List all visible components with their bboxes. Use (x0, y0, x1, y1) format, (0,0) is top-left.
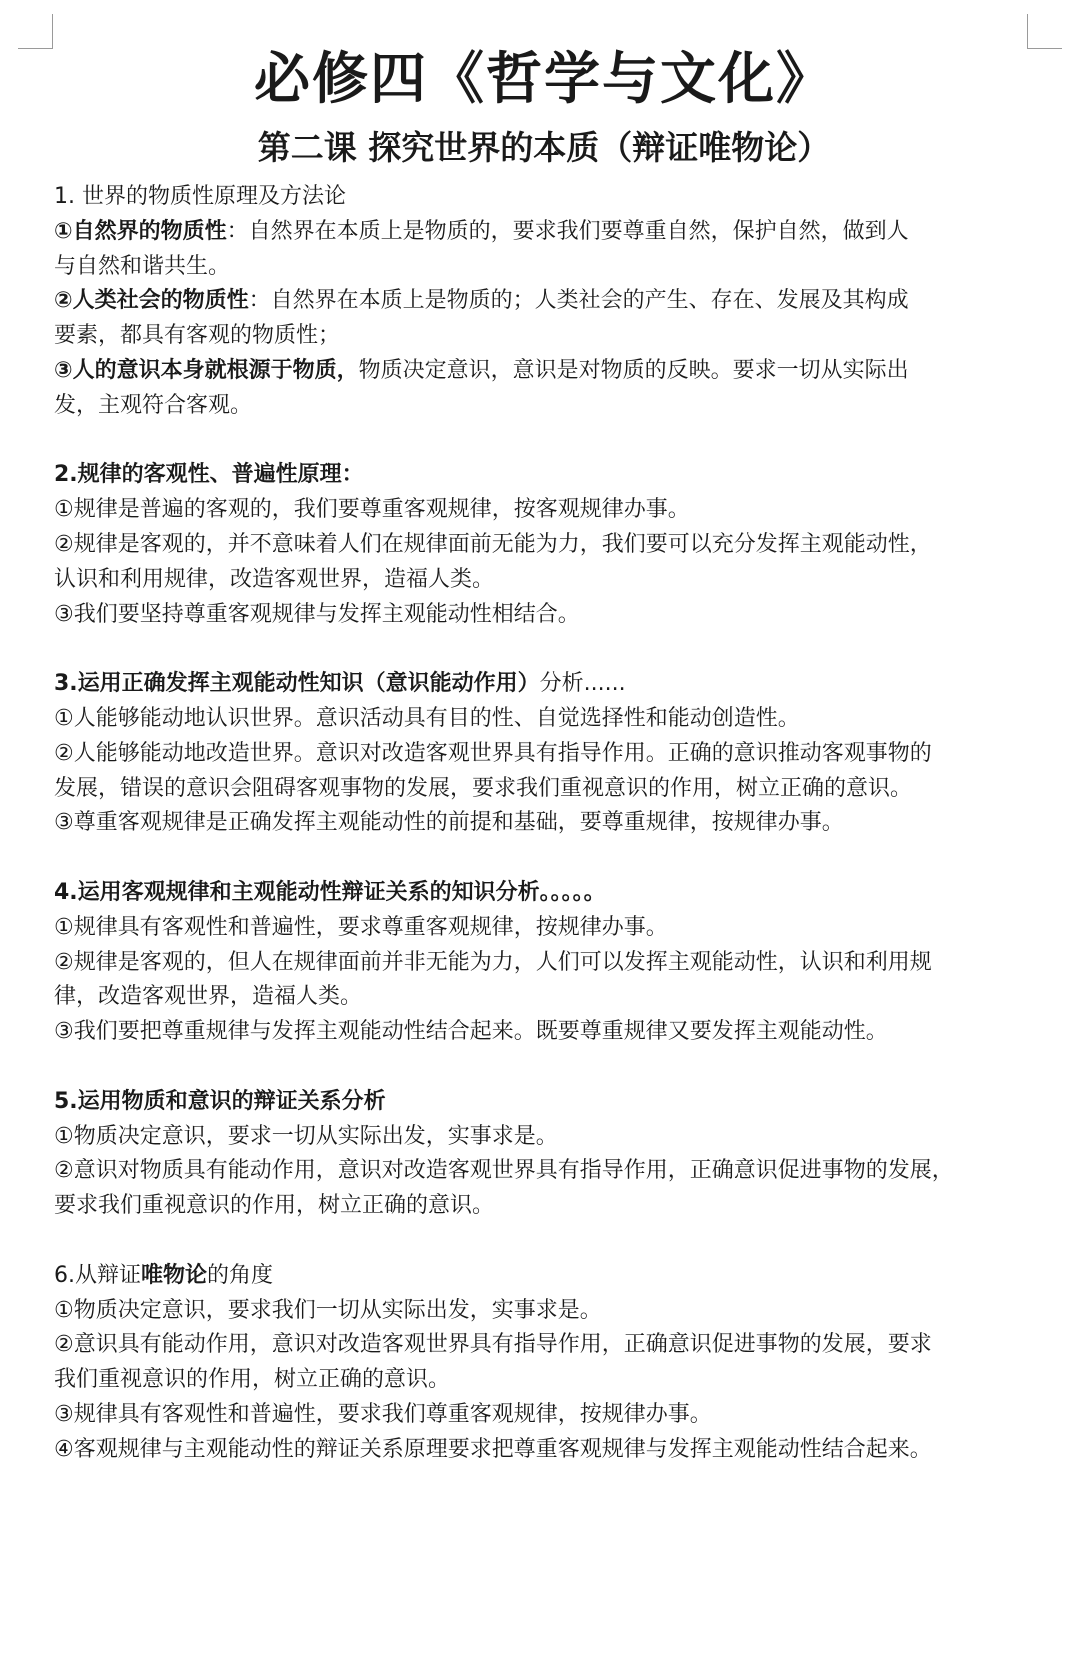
section-1-item-2-bold: ②人类社会的物质性 (54, 288, 249, 314)
section-3-heading (54, 667, 1034, 702)
section-4-heading-text: 4.运用客观规律和主观能动性辩证关系的知识分析。。。。。 (54, 879, 606, 905)
spacer (54, 841, 1034, 876)
section-4-item-2-cont: 律，改造客观世界，造福人类。 (54, 984, 363, 1010)
spacer (54, 1224, 1034, 1259)
section-6-heading-b: 唯物论 (141, 1262, 208, 1288)
section-6-heading-a: 6.从辩证 (54, 1262, 141, 1288)
spacer (54, 1050, 1034, 1085)
section-2-item-2-cont: 认识和利用规律，改造客观世界，造福人类。 (54, 566, 495, 592)
section-3-heading-tail: 分析...... (539, 671, 626, 697)
section-6-heading (54, 1259, 1034, 1294)
section-3-item-3: ③尊重客观规律是正确发挥主观能动性的前提和基础，要尊重规律，按规律办事。 (54, 810, 844, 836)
section-2-heading-text: 2.规律的客观性、普遍性原理： (54, 462, 364, 488)
section-4-item-1: ①规律具有客观性和普遍性，要求尊重客观规律，按规律办事。 (54, 914, 668, 940)
section-6-item-1: ①物质决定意识，要求我们一切从实际出发，实事求是。 (54, 1297, 602, 1323)
section-6-item-3: ③规律具有客观性和普遍性，要求我们尊重客观规律，按规律办事。 (54, 1401, 712, 1427)
section-3-item-2-cont: 发展，错误的意识会阻碍客观事物的发展，要求我们重视意识的作用，树立正确的意识。 (54, 775, 913, 801)
section-4-item-2: ②规律是客观的，但人在规律面前并非无能为力，人们可以发挥主观能动性，认识和利用规 (54, 949, 932, 975)
spacer (54, 424, 1034, 459)
section-1-item-2-text: ：自然界在本质上是物质的；人类社会的产生、存在、发展及其构成 (248, 288, 909, 314)
section-1-item-1-cont: 与自然和谐共生。 (54, 253, 231, 279)
section-2-item-3: ③我们要坚持尊重客观规律与发挥主观能动性相结合。 (54, 601, 580, 627)
section-1-item-1-bold: ①自然界的物质性 (54, 218, 227, 244)
section-1-item-1 (54, 215, 1034, 250)
section-1-item-3-bold: ③人的意识本身就根源于物质， (54, 357, 359, 383)
section-1-item-3-text: 物质决定意识，意识是对物质的反映。要求一切从实际出 (358, 357, 909, 383)
section-5-heading (54, 1085, 1034, 1120)
section-1-item-2 (54, 284, 1034, 319)
section-2-heading (54, 458, 1034, 493)
section-5-item-2-cont: 要求我们重视意识的作用，树立正确的意识。 (54, 1193, 495, 1219)
lesson-subtitle: 第二课 探究世界的本质（辩证唯物论） (257, 128, 831, 167)
section-1-item-3 (54, 354, 1034, 389)
section-1-heading: 1. 世界的物质性原理及方法论 (54, 184, 346, 209)
section-2-item-2: ②规律是客观的，并不意味着人们在规律面前无能为力，我们要可以充分发挥主观能动性， (54, 531, 932, 557)
section-5-item-2: ②意识对物质具有能动作用，意识对改造客观世界具有指导作用，正确意识促进事物的发展， (54, 1158, 954, 1184)
spacer (54, 632, 1034, 667)
document-page (54, 42, 1034, 1467)
section-6-heading-c: 的角度 (207, 1262, 274, 1288)
section-6-item-2: ②意识具有能动作用，意识对改造客观世界具有指导作用，正确意识促进事物的发展，要求 (54, 1332, 932, 1358)
section-2-item-1: ①规律是普遍的客观的，我们要尊重客观规律，按客观规律办事。 (54, 497, 690, 523)
section-5-item-1: ①物质决定意识，要求一切从实际出发，实事求是。 (54, 1123, 558, 1149)
section-3-heading-bold: 3.运用正确发挥主观能动性知识（意识能动作用） (54, 671, 540, 697)
section-3-item-1: ①人能够能动地认识世界。意识活动具有目的性、自觉选择性和能动创造性。 (54, 705, 800, 731)
section-5-heading-text: 5.运用物质和意识的辩证关系分析 (54, 1088, 386, 1114)
section-1-item-1-text: ：自然界在本质上是物质的，要求我们要尊重自然，保护自然，做到人 (226, 218, 909, 244)
document-title: 必修四《哲学与文化》 (254, 47, 834, 112)
section-3-item-2: ②人能够能动地改造世界。意识对改造客观世界具有指导作用。正确的意识推动客观事物的 (54, 740, 932, 766)
section-6-item-4: ④客观规律与主观能动性的辩证关系原理要求把尊重客观规律与发挥主观能动性结合起来。 (54, 1436, 932, 1462)
section-4-item-3: ③我们要把尊重规律与发挥主观能动性结合起来。既要尊重规律又要发挥主观能动性。 (54, 1019, 888, 1045)
section-1-item-2-cont: 要素，都具有客观的物质性； (54, 323, 341, 349)
section-1-item-3-cont: 发，主观符合客观。 (54, 392, 253, 418)
section-6-item-2-cont: 我们重视意识的作用，树立正确的意识。 (54, 1367, 451, 1393)
section-4-heading (54, 876, 1034, 911)
page-corner-mark-top-left (18, 14, 53, 49)
